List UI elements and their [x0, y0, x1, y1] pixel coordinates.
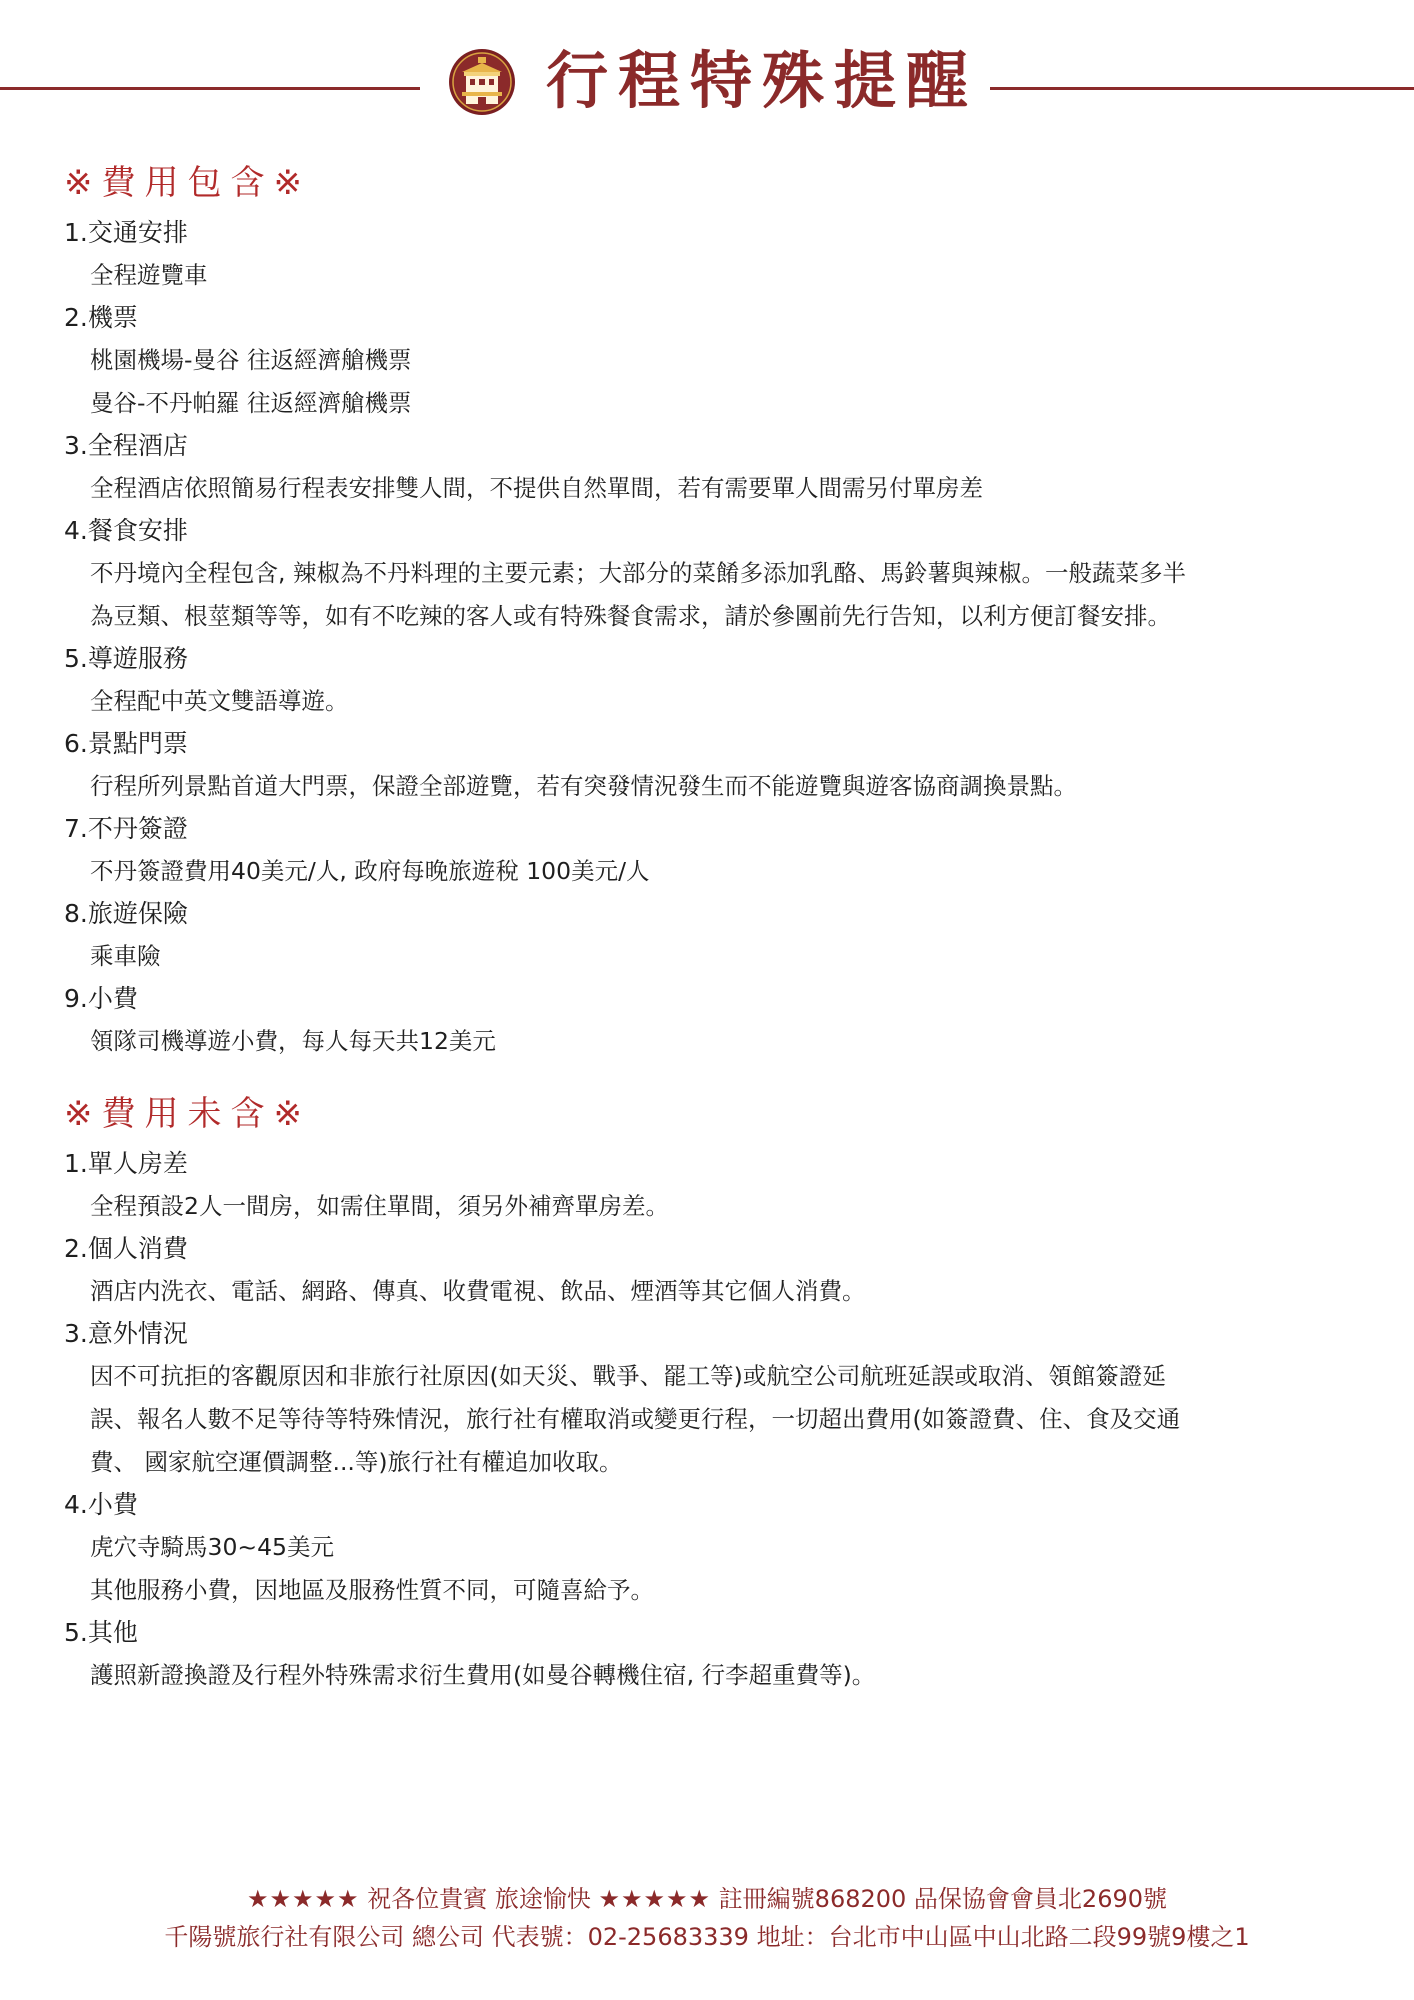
item-line: 全程遊覽車	[90, 261, 208, 289]
list-item	[64, 638, 1354, 723]
item-title: 3.全程酒店	[64, 431, 188, 460]
list-item	[64, 212, 1354, 297]
list-item	[64, 425, 1354, 510]
page-title: 行程特殊提醒	[546, 44, 979, 117]
star-icon: ★★★★★	[598, 1885, 712, 1913]
item-title: 5.導遊服務	[64, 644, 188, 673]
item-title: 6.景點門票	[64, 729, 188, 758]
page-content	[64, 158, 1354, 1697]
item-line: 全程預設2人一間房，如需住單間，須另外補齊單房差。	[90, 1192, 669, 1220]
header-rule-left	[0, 87, 420, 90]
item-line: 不丹境內全程包含, 辣椒為不丹料理的主要元素；大部分的菜餚多添加乳酪、馬鈴薯與辣椒。一般蔬菜多半	[90, 559, 1186, 587]
item-line: 因不可抗拒的客觀原因和非旅行社原因(如天災、戰爭、罷工等)或航空公司航班延誤或取消、領館簽證延	[90, 1362, 1166, 1390]
item-line: 行程所列景點首道大門票，保證全部遊覽，若有突發情況發生而不能遊覽與遊客協商調換景點。	[90, 772, 1077, 800]
page-footer	[0, 1880, 1414, 1956]
item-line: 曼谷-不丹帕羅 往返經濟艙機票	[90, 389, 412, 417]
list-item	[64, 1143, 1354, 1228]
item-title: 7.不丹簽證	[64, 814, 188, 843]
footer-greeting: 祝各位貴賓 旅途愉快	[367, 1885, 591, 1913]
item-title: 9.小費	[64, 984, 138, 1013]
list-item	[64, 978, 1354, 1063]
list-item	[64, 723, 1354, 808]
footer-registration: 註冊編號868200 品保協會會員北2690號	[718, 1885, 1168, 1913]
item-title: 8.旅遊保險	[64, 899, 188, 928]
item-line: 不丹簽證費用40美元/人, 政府每晚旅遊稅 100美元/人	[90, 857, 650, 885]
item-title: 3.意外情況	[64, 1319, 188, 1348]
item-line: 乘車險	[90, 942, 161, 970]
item-title: 4.餐食安排	[64, 516, 188, 545]
list-item	[64, 808, 1354, 893]
footer-slogan	[0, 1880, 1414, 1918]
list-item	[64, 1313, 1354, 1484]
section-title: ※費用包含※	[64, 163, 311, 203]
item-line: 全程配中英文雙語導遊。	[90, 687, 349, 715]
page-header	[0, 38, 1414, 130]
item-title: 1.單人房差	[64, 1149, 188, 1178]
section-title: ※費用未含※	[64, 1094, 311, 1134]
item-line: 領隊司機導遊小費，每人每天共12美元	[90, 1027, 496, 1055]
item-title: 1.交通安排	[64, 218, 188, 247]
item-line: 酒店内洗衣、電話、網路、傳真、收費電視、飲品、煙酒等其它個人消費。	[90, 1277, 866, 1305]
list-item	[64, 297, 1354, 425]
star-icon: ★★★★★	[246, 1885, 360, 1913]
item-title: 4.小費	[64, 1490, 138, 1519]
section-excluded	[64, 1089, 1354, 1697]
footer-company: 千陽號旅行社有限公司 總公司 代表號：02-25683339 地址：台北市中山區中山北路二段99號9樓之1	[164, 1923, 1250, 1951]
item-title: 5.其他	[64, 1618, 138, 1647]
item-line: 虎穴寺騎馬30~45美元	[90, 1533, 334, 1561]
list-item	[64, 1228, 1354, 1313]
list-item	[64, 1612, 1354, 1697]
list-item	[64, 1484, 1354, 1612]
list-item	[64, 510, 1354, 638]
item-line: 桃園機場-曼谷 往返經濟艙機票	[90, 346, 412, 374]
header-rule-right	[990, 87, 1414, 90]
item-line: 費、 國家航空運價調整...等)旅行社有權追加收取。	[90, 1448, 623, 1476]
section-included	[64, 158, 1354, 1063]
list-item	[64, 893, 1354, 978]
item-title: 2.個人消費	[64, 1234, 188, 1263]
item-line: 誤、報名人數不足等待等特殊情況，旅行社有權取消或變更行程，一切超出費用(如簽證費、住、食及交通	[90, 1405, 1181, 1433]
item-title: 2.機票	[64, 303, 138, 332]
temple-icon	[448, 48, 516, 116]
item-line: 為豆類、根莖類等等，如有不吃辣的客人或有特殊餐食需求，請於參團前先行告知，以利方便訂餐安排。	[90, 602, 1171, 630]
item-line: 護照新證換證及行程外特殊需求衍生費用(如曼谷轉機住宿, 行李超重費等)。	[90, 1661, 876, 1689]
item-line: 其他服務小費，因地區及服務性質不同，可隨喜給予。	[90, 1576, 654, 1604]
item-line: 全程酒店依照簡易行程表安排雙人間，不提供自然單間，若有需要單人間需另付單房差	[90, 474, 983, 502]
